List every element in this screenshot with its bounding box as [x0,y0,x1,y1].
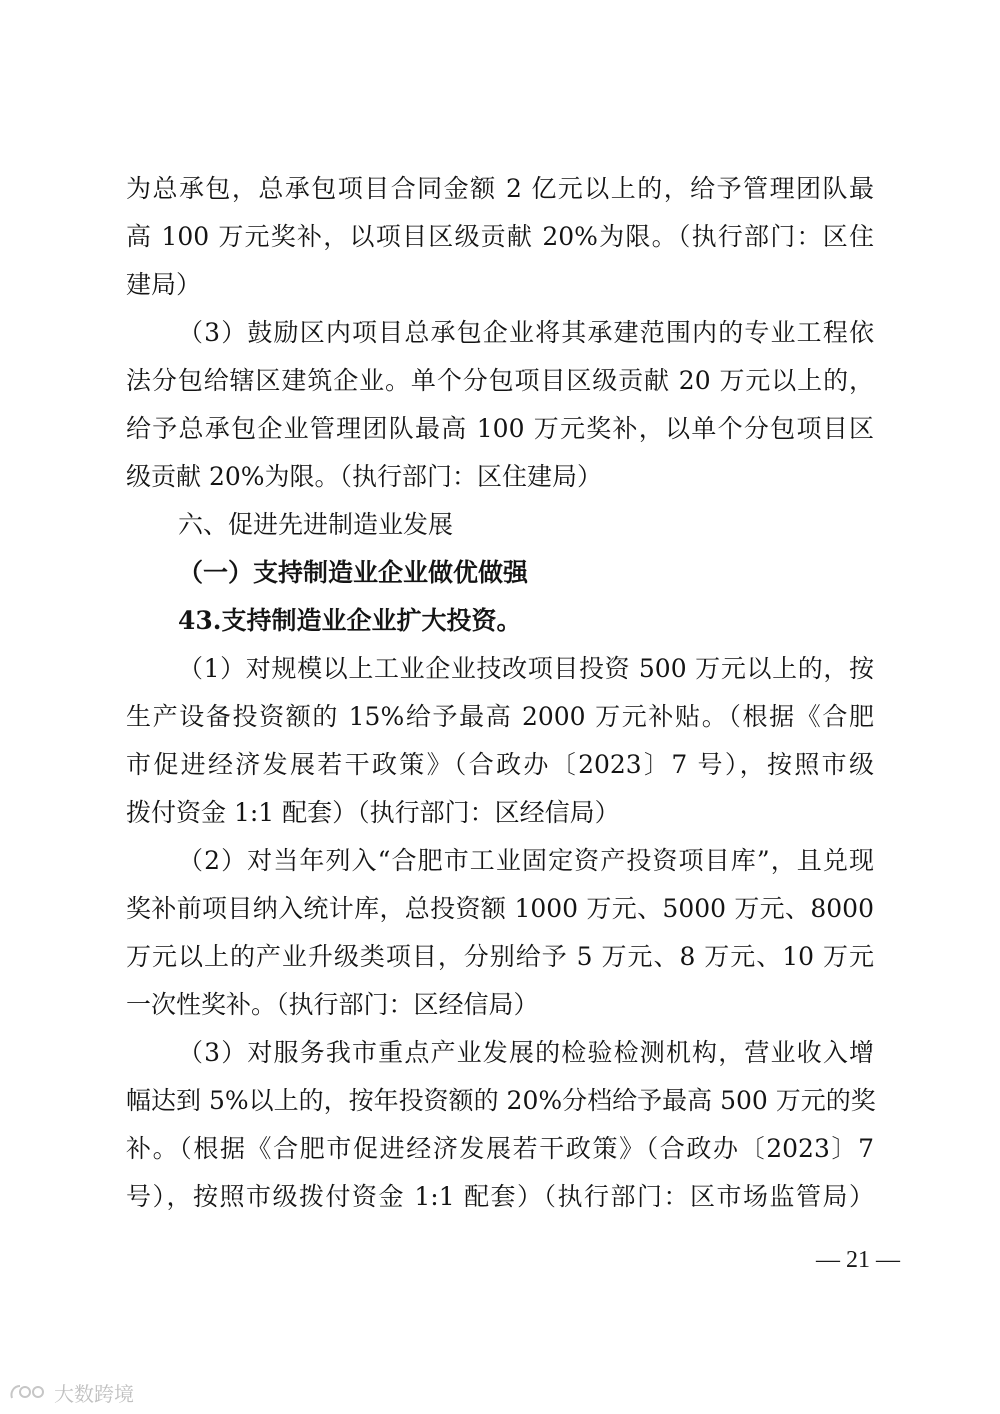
watermark-logo-icon [8,1380,48,1404]
watermark [8,1378,134,1406]
paragraph-line: 生产设备投资额的 15%给予最高 2000 万元补贴。（根据《合肥 [126,702,874,731]
paragraph-line: 号），按照市级拨付资金 1:1 配套）（执行部门：区市场监管局） [126,1182,874,1211]
page-number: — 21 — [816,1247,900,1273]
paragraph-line: 补。（根据《合肥市促进经济发展若干政策》（合政办〔2023〕7 [126,1134,874,1163]
paragraph-line: 法分包给辖区建筑企业。单个分包项目区级贡献 20 万元以上的， [126,366,874,395]
paragraph-line: 一次性奖补。（执行部门：区经信局） [126,990,539,1019]
paragraph-line: （3）对服务我市重点产业发展的检验检测机构，营业收入增 [178,1038,874,1067]
paragraph-line: 建局） [126,270,202,299]
paragraph-line: 市促进经济发展若干政策》（合政办〔2023〕7 号），按照市级 [126,750,874,779]
paragraph-line: 高 100 万元奖补，以项目区级贡献 20%为限。（执行部门：区住 [126,222,874,251]
subsection-heading: （一）支持制造业企业做优做强 [178,558,529,587]
watermark-text: 大数跨境 [54,1381,134,1406]
paragraph-line: 万元以上的产业升级类项目，分别给予 5 万元、8 万元、10 万元 [126,942,874,971]
paragraph-line: 级贡献 20%为限。（执行部门：区住建局） [126,462,603,491]
paragraph-line: 拨付资金 1:1 配套）（执行部门：区经信局） [126,798,620,827]
paragraph-line: 奖补前项目纳入统计库，总投资额 1000 万元、5000 万元、8000 [126,894,874,923]
paragraph-line: （2）对当年列入“合肥市工业固定资产投资项目库”，且兑现 [178,846,874,875]
paragraph-line: 幅达到 5%以上的，按年投资额的 20%分档给予最高 500 万元的奖 [126,1086,876,1115]
article-heading: 43.支持制造业企业扩大投资。 [178,606,522,635]
paragraph-line: 为总承包，总承包项目合同金额 2 亿元以上的，给予管理团队最 [126,174,874,203]
section-heading: 六、促进先进制造业发展 [178,510,454,539]
paragraph-line: 给予总承包企业管理团队最高 100 万元奖补，以单个分包项目区 [126,414,874,443]
paragraph-line: （1）对规模以上工业企业技改项目投资 500 万元以上的，按 [178,654,874,683]
document-body [126,165,874,1221]
paragraph-line: （3）鼓励区内项目总承包企业将其承建范围内的专业工程依 [178,318,874,347]
